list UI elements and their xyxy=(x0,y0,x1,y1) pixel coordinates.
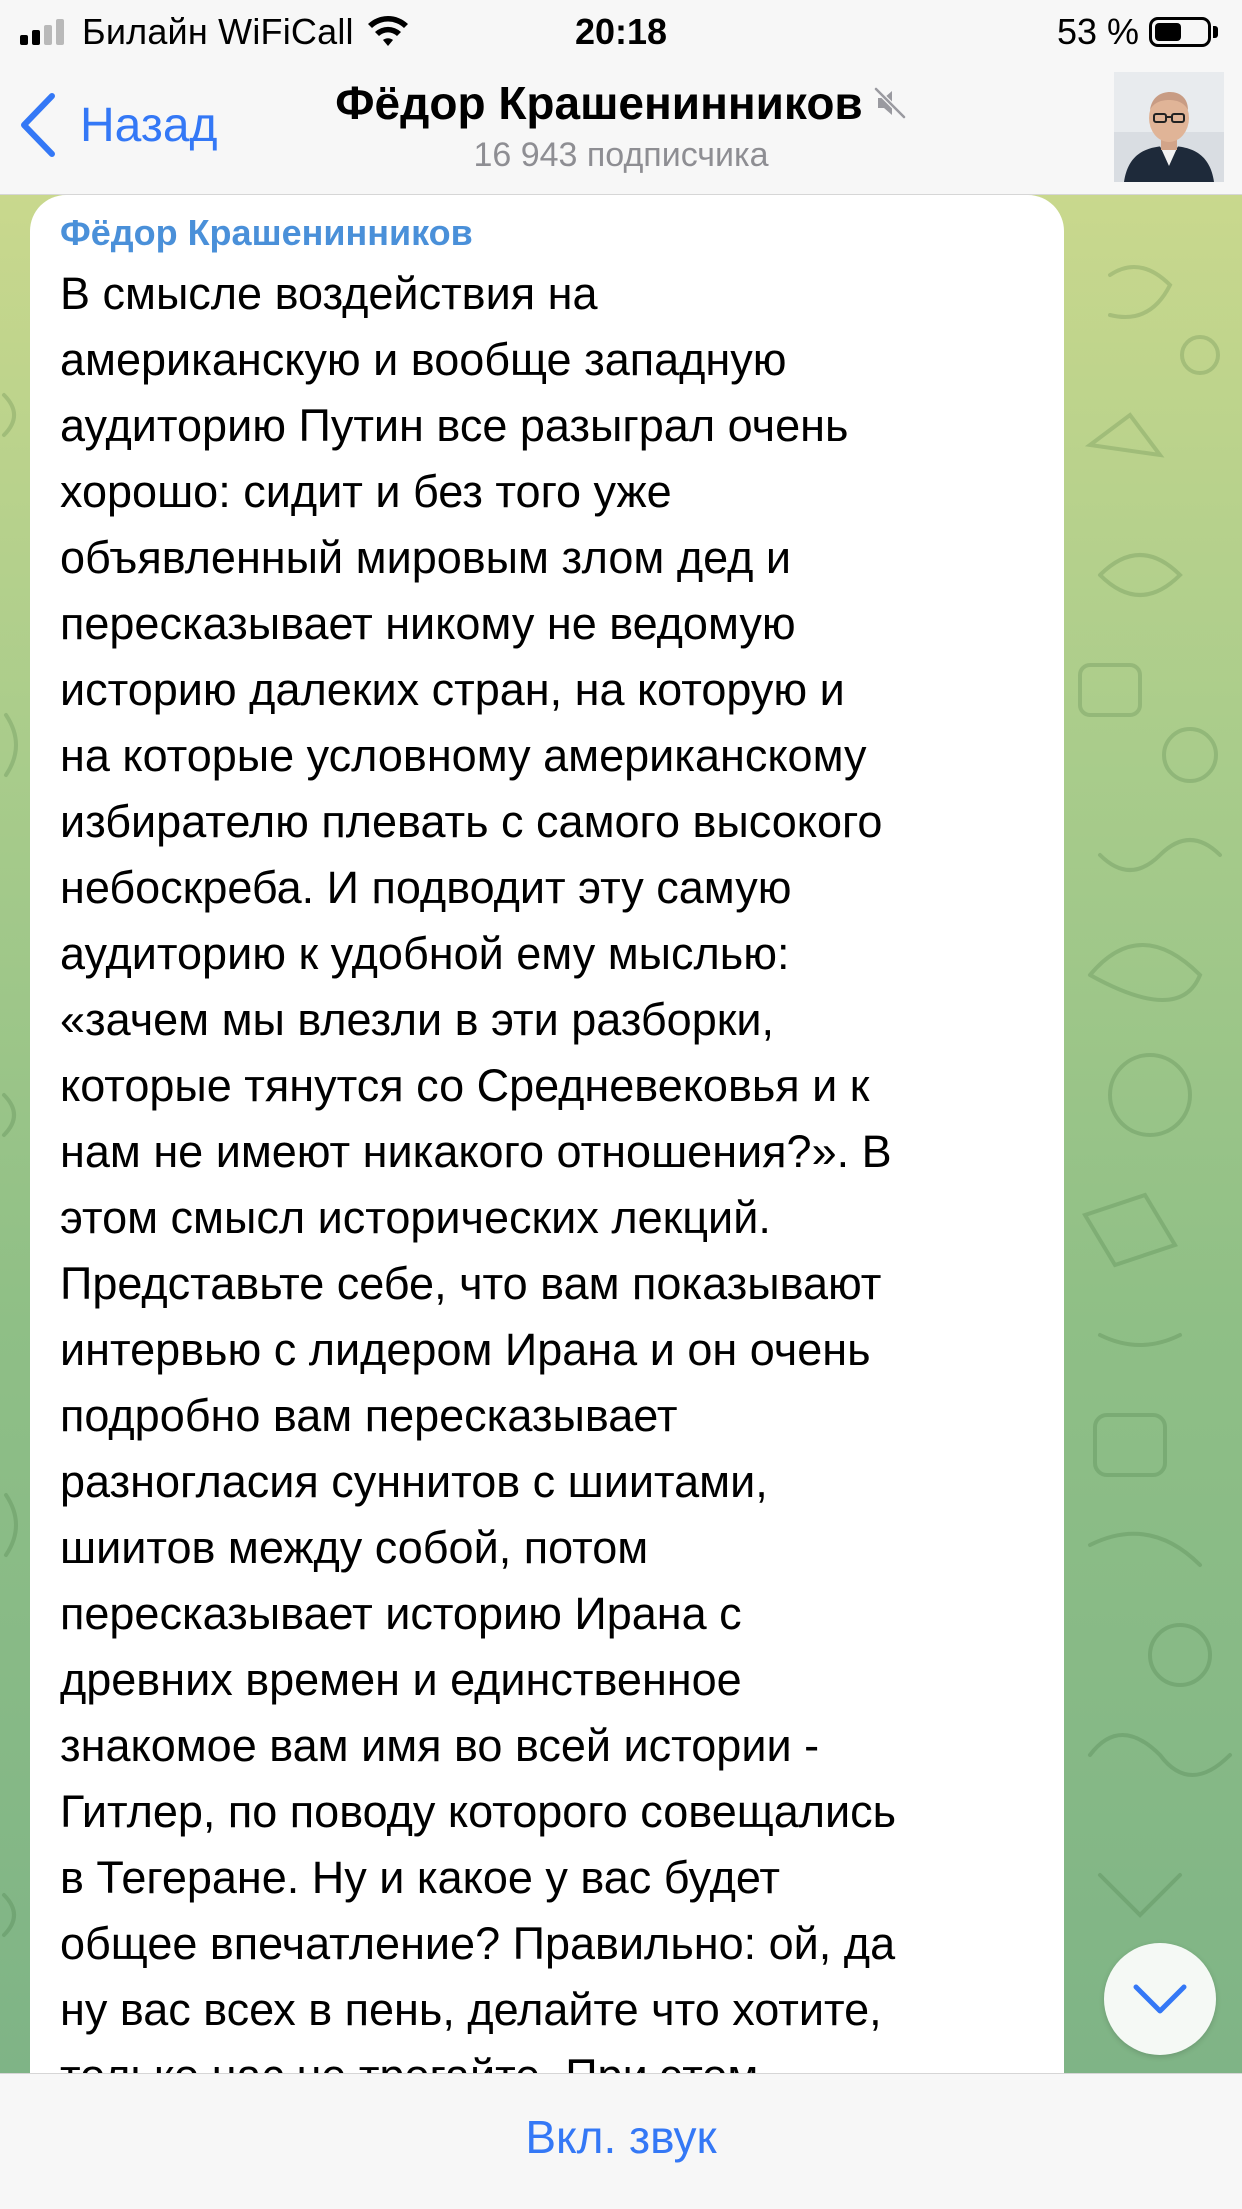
title-row xyxy=(240,76,1002,130)
bottom-bar xyxy=(0,2073,1242,2209)
battery-nub xyxy=(1213,26,1218,38)
message-bubble[interactable] xyxy=(30,195,1064,2075)
message-text: В смысле воздействия на американскую и вообще западную аудиторию Путин все разыграл очень хорошо: сидит и без того уже объявленный мировым злом дед и пересказывает никому не ведомую историю далеких стран, на которую и на которые условному американскому избирателю плевать с самого высокого небоскреба. И подводит эту самую аудиторию к удобной ему мыслью: «зачем мы влезли в эти разборки, которые тянутся со Средневековья и к нам не имеют никакого отношения?». В этом смысл исторических лекций. Представьте себе, что вам показывают интервью с лидером Ирана и он очень подробно вам пересказывает разногласия суннитов с шиитами, шиитов между собой, потом пересказывает историю Ирана с древних времен и единственное знакомое вам имя во всей истории - Гитлер, по поводу которого совещались в Тегеране. Ну и какое у вас будет общее впечатление? Правильно: ой, да ну вас всех в пень, делайте что хотите, xyxy=(60,268,897,2035)
battery-percent: 53 % xyxy=(1056,11,1139,52)
avatar-image xyxy=(1114,72,1224,182)
unmute-button[interactable]: Вкл. звук xyxy=(525,2110,717,2163)
message-sender[interactable]: Фёдор Крашенинников xyxy=(60,212,473,253)
scroll-down-button[interactable] xyxy=(1104,1943,1216,2055)
chevron-down-icon xyxy=(1132,1983,1188,2015)
carrier-name: Билайн WiFiCall xyxy=(82,11,354,52)
battery-icon xyxy=(1149,17,1211,47)
subscriber-count: 16 943 подписчика xyxy=(473,136,769,174)
mute-icon xyxy=(873,86,907,120)
back-button[interactable] xyxy=(18,90,218,160)
avatar[interactable] xyxy=(1114,72,1224,182)
chat-header xyxy=(0,62,1242,195)
channel-info[interactable] xyxy=(240,76,1002,175)
chevron-left-icon xyxy=(18,92,58,158)
status-right xyxy=(1057,8,1218,56)
channel-title: Фёдор Крашенинников xyxy=(335,77,863,129)
back-label: Назад xyxy=(80,98,218,152)
status-time: 20:18 xyxy=(574,11,668,52)
chat-area[interactable] xyxy=(0,195,1242,2073)
battery-level xyxy=(1155,23,1181,41)
status-bar xyxy=(0,0,1242,62)
